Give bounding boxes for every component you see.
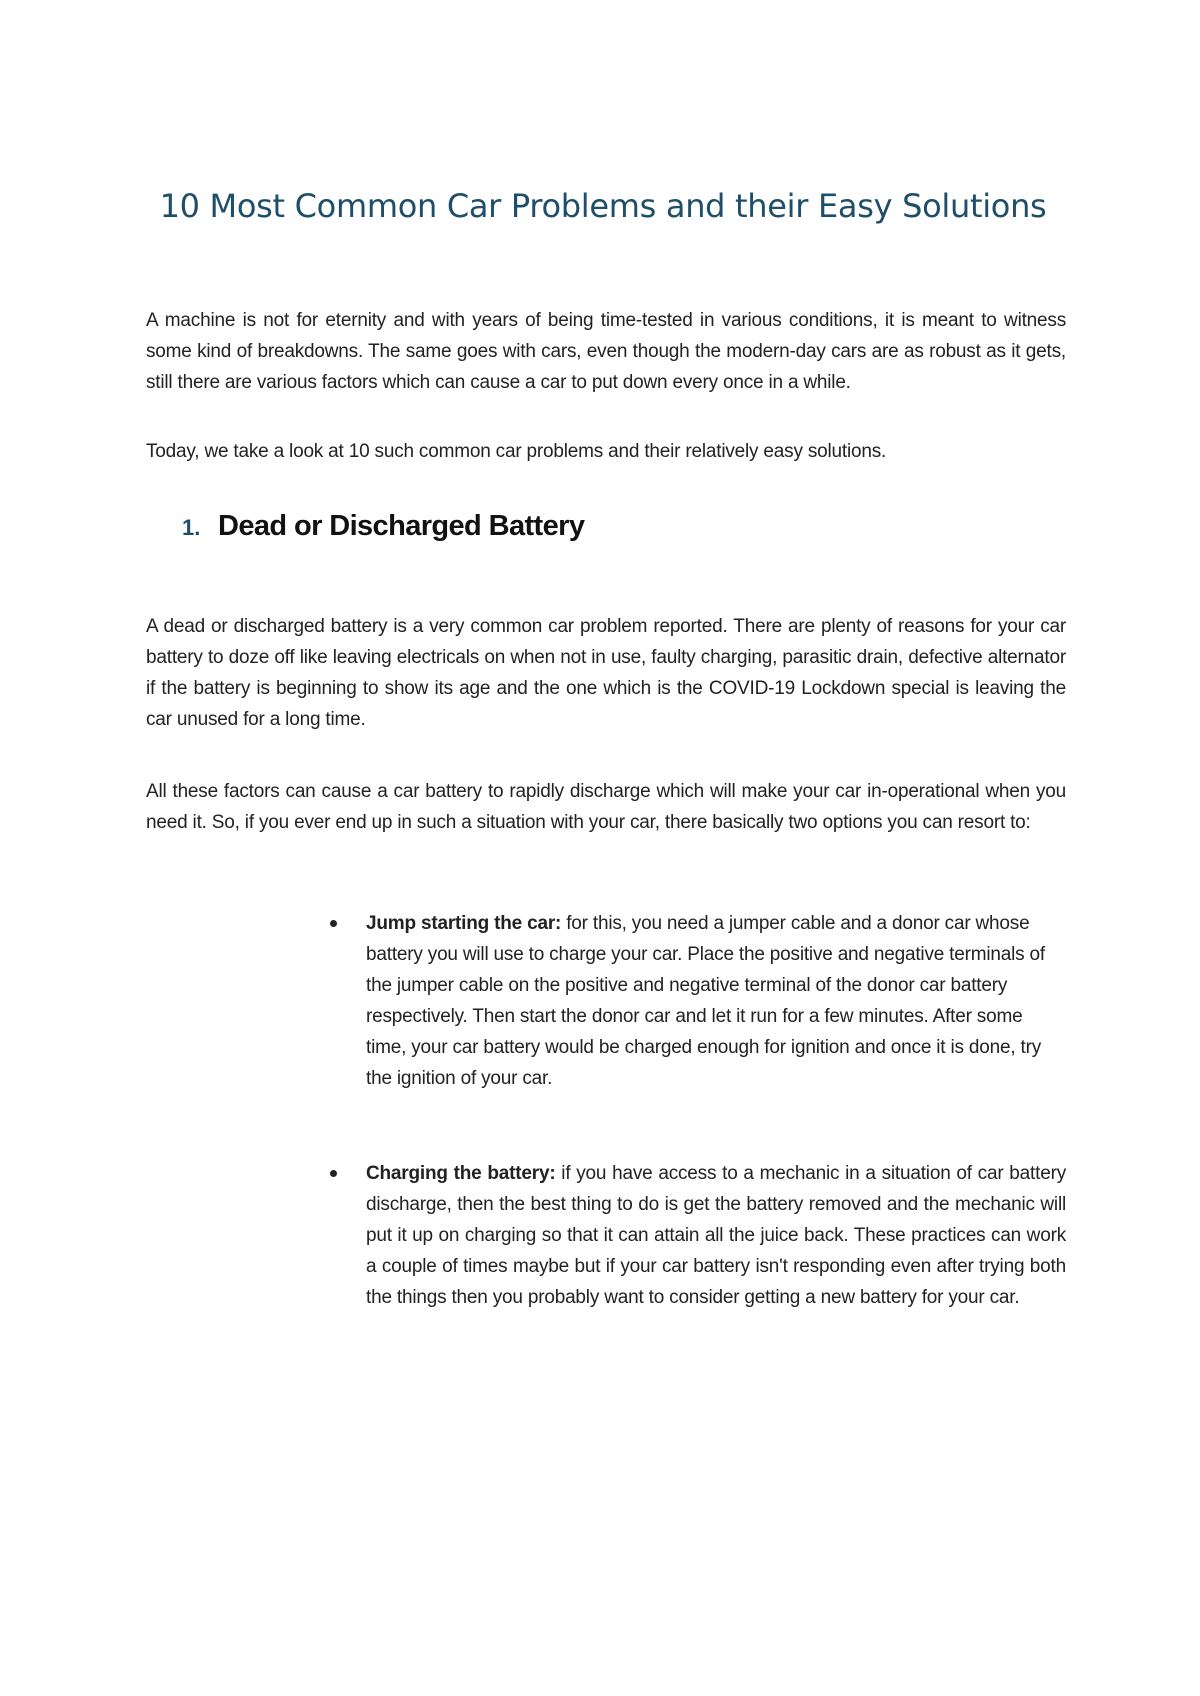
section-paragraph-2: All these factors can cause a car battery to rapidly discharge which will make your car in-operational when you need it. So, if you ever end up in such a situation with your car, there basically two options you can resort to:	[146, 781, 1066, 833]
bullet-icon	[330, 920, 337, 927]
intro-paragraph-2: Today, we take a look at 10 such common car problems and their relatively easy solutions.	[146, 441, 887, 462]
section-paragraph-1: A dead or discharged battery is a very common car problem reported. There are plenty of reasons for your car battery to doze off like leaving electricals on when not in use, faulty charging, parasitic drain, defective alternator if the battery is beginning to show its age and the one which is the COVID-19 Lockdown special is leaving the car unused for a long time.	[146, 616, 1066, 730]
bullet-icon	[330, 1170, 337, 1177]
bullet-text: if you have access to a mechanic in a situation of car battery discharge, then the best thing to do is get the battery removed and the mechanic will put it up on charging so that it can attain all the juice back. These practices can work a couple of times maybe but if your car battery isn't responding even after trying both the things then you probably want to consider getting a new battery for your car.	[366, 1163, 1066, 1308]
bullet-text: for this, you need a jumper cable and a donor car whose battery you will use to charge your car. Place the positive and negative terminals of the jumper cable on the positive and negative terminal of the donor car battery respectively. Then start the donor car and let it run for a few minutes. After some time, your car battery would be charged enough for ignition and once it is done, try the ignition of your car.	[366, 913, 1045, 1089]
intro-paragraph-1: A machine is not for eternity and with years of being time-tested in various conditions, it is meant to witness some kind of breakdowns. The same goes with cars, even though the modern-day cars are as robust as it gets, still there are various factors which can cause a car to put down every once in a while.	[146, 310, 1066, 393]
list-item	[330, 908, 1066, 1094]
section-heading-1	[182, 510, 584, 543]
bullet-lead: Jump starting the car:	[366, 913, 562, 934]
list-item	[330, 1158, 1066, 1313]
section-heading-text: Dead or Discharged Battery	[218, 510, 585, 542]
bullet-lead: Charging the battery:	[366, 1163, 556, 1184]
page-title: 10 Most Common Car Problems and their Easy Solutions	[159, 187, 1047, 225]
section-number: 1.	[182, 515, 201, 540]
